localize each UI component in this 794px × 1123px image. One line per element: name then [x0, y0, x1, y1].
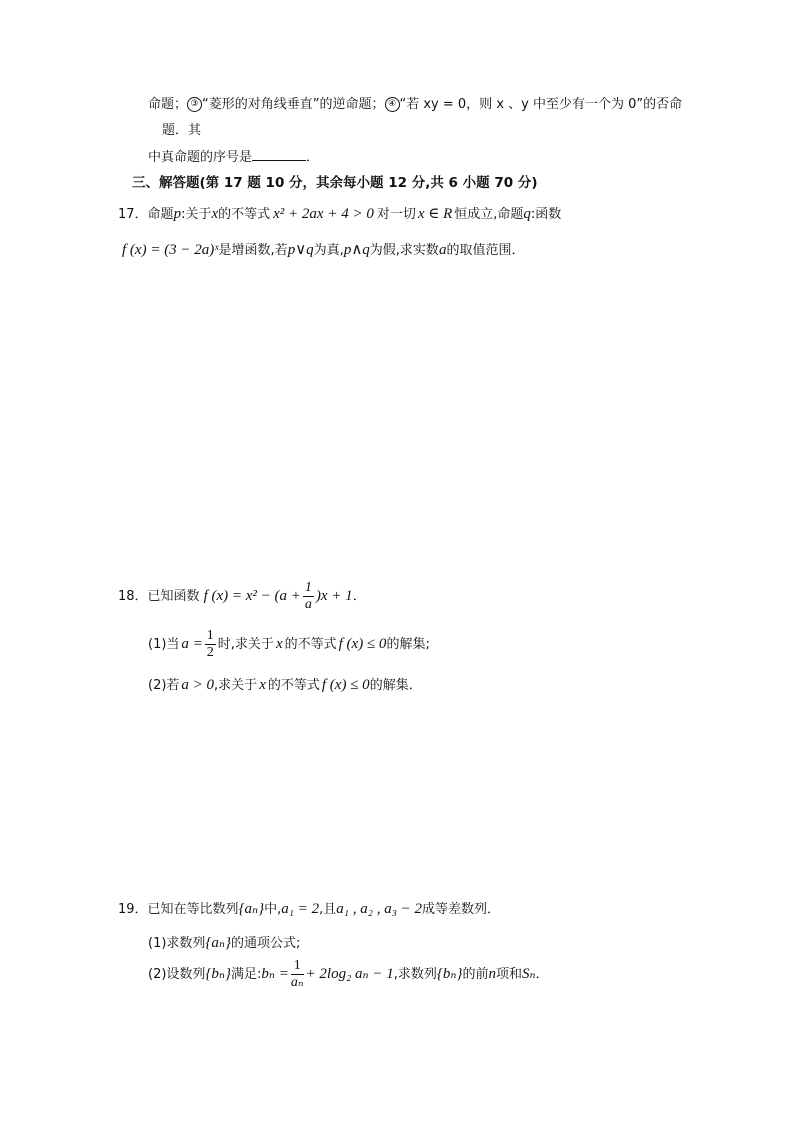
- q18-text: ,求关于: [214, 678, 258, 693]
- math-n: n: [488, 966, 496, 982]
- q19-text: 满足:: [231, 967, 262, 982]
- q18-text: ．: [352, 589, 366, 604]
- math-a1: a₁ = 2: [281, 901, 320, 917]
- math-bn: bₙ =: [261, 966, 289, 982]
- q19-text: 中,: [264, 902, 282, 917]
- math-sequence: {bₙ}: [436, 966, 463, 982]
- math-fraction: [291, 958, 304, 991]
- q16-text: ．: [306, 150, 320, 165]
- q17-line1: [118, 205, 561, 224]
- math-a: a: [438, 242, 447, 258]
- fraction-denominator: a: [304, 597, 312, 612]
- q17-number: 17．: [118, 207, 148, 222]
- q17-text: :关于: [181, 207, 212, 222]
- section-3-heading: 三、解答题(第 17 题 10 分，其余每小题 12 分,共 6 小题 70 分): [132, 175, 538, 191]
- q19-part1-label: (1)求数列: [148, 936, 206, 951]
- q18-number: 18．: [118, 589, 148, 604]
- fraction-numerator: 1: [304, 580, 312, 595]
- q16-text: 命题；: [148, 97, 188, 112]
- q19-part2: [148, 956, 549, 993]
- q18-part2: [148, 676, 422, 695]
- q16-text: “菱形的对角线垂直”的逆命题；: [202, 97, 385, 112]
- q19-text: 成等差数列．: [422, 902, 501, 917]
- math-q: q: [523, 206, 531, 222]
- q19-number: 19．: [118, 902, 148, 917]
- math-disjunction: p∨q: [287, 242, 314, 258]
- math-Sn: Sₙ: [522, 966, 536, 982]
- q19-text: ,求数列: [393, 967, 437, 982]
- math-domain: x ∈ R: [417, 206, 453, 222]
- q18-line1: [118, 578, 366, 615]
- math-x: x: [211, 206, 219, 222]
- q19-text: ．: [535, 967, 549, 982]
- math-condition: a > 0: [181, 677, 215, 693]
- q17-text: :函数: [530, 207, 562, 222]
- math-x: x: [259, 677, 266, 693]
- q17-text: 的取值范围．: [446, 243, 525, 258]
- math-function: f (x) = (3 − 2a)ˣ: [122, 242, 219, 258]
- math-p: p: [173, 206, 182, 222]
- circled-3: ③: [187, 97, 202, 112]
- q19-line1: [118, 900, 500, 919]
- q17-text: 命题: [147, 207, 174, 222]
- math-inequality: x² + 2ax + 4 > 0: [273, 206, 374, 222]
- math-terms: a₁ , a₂ , a₃ − 2: [336, 901, 423, 917]
- fraction-denominator: 2: [206, 645, 214, 660]
- math-fraction: [303, 580, 314, 613]
- q19-text: 的前: [462, 967, 489, 982]
- q19-text: 项和: [495, 967, 522, 982]
- q16-line3: [148, 148, 319, 167]
- answer-blank[interactable]: [252, 148, 306, 161]
- q17-text: 恒成立,命题: [454, 207, 524, 222]
- math-expression: + 2log₂ aₙ − 1: [305, 966, 394, 982]
- q17-text: 是增函数,若: [218, 243, 288, 258]
- fraction-denominator: aₙ: [290, 975, 304, 990]
- math-sequence: {bₙ}: [205, 966, 231, 982]
- q19-part1: [148, 934, 300, 953]
- q19-text: 已知在等比数列: [147, 902, 239, 917]
- q16-text: 中真命题的序号是: [148, 150, 253, 165]
- math-sequence: {aₙ}: [238, 901, 265, 917]
- fraction-numerator: 1: [206, 628, 214, 643]
- fraction-numerator: 1: [291, 958, 304, 975]
- q18-part2-label: (2)若: [148, 678, 180, 693]
- q19-text: ,且: [319, 902, 337, 917]
- q16-line2: 题．其: [162, 123, 202, 138]
- math-inequality: f (x) ≤ 0: [338, 636, 387, 652]
- math-sequence: {aₙ}: [205, 935, 231, 951]
- math-function-rhs: )x + 1: [315, 588, 353, 604]
- q17-text: 为真,: [313, 243, 344, 258]
- q17-text: 为假,求实数: [369, 243, 439, 258]
- circled-4: ④: [385, 97, 400, 112]
- q18-part1-label: (1)当: [148, 637, 180, 652]
- math-function-lhs: f (x) = x² − (a +: [203, 588, 301, 604]
- q17-text: 对一切: [376, 207, 416, 222]
- q16-line1: [148, 96, 682, 114]
- q18-text: 的解集．: [369, 678, 422, 693]
- q17-text: 的不等式: [218, 207, 271, 222]
- q18-part1: [148, 626, 430, 663]
- q18-text: 已知函数: [147, 589, 200, 604]
- math-inequality: f (x) ≤ 0: [321, 677, 370, 693]
- math-x: x: [275, 636, 283, 652]
- q18-text: 时,求关于: [217, 637, 274, 652]
- q18-text: 的不等式: [267, 678, 320, 693]
- q16-text: “若 xy = 0，则 x 、y 中至少有一个为 0”的否命: [399, 97, 683, 112]
- q19-part2-label: (2)设数列: [148, 967, 206, 982]
- q18-text: 的不等式: [284, 637, 337, 652]
- math-fraction: [205, 628, 216, 661]
- q17-line2: [122, 241, 524, 260]
- q18-text: 的解集;: [386, 637, 430, 652]
- math-a-value: a =: [181, 636, 203, 652]
- q19-text: 的通项公式;: [231, 936, 301, 951]
- math-conjunction: p∧q: [343, 242, 370, 258]
